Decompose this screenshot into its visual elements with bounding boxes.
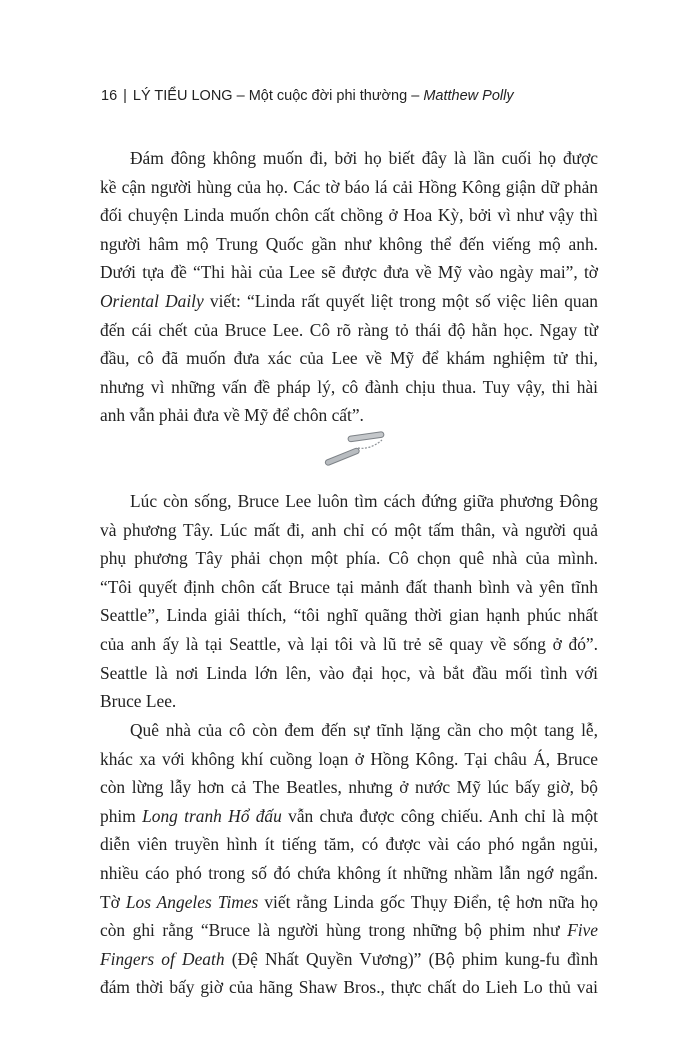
text-line: khác xa với không khí cuồng loạn ở Hồng Kông. Tại châu Á, Bruce bbox=[100, 748, 598, 769]
text-line: người hâm mộ Trung Quốc gần như không thể đến viếng mộ anh. bbox=[100, 233, 598, 254]
text-line: đầu, cô đã muốn đưa xác của Lee về Mỹ để khám nghiệm tử thi, bbox=[100, 348, 598, 369]
text-line: nhưng vì những vấn đề pháp lý, cô đành chịu thua. Tuy vậy, thi hài bbox=[100, 376, 598, 397]
text-line: phụ phương Tây phải chọn một phía. Cô chọn quê nhà của mình. bbox=[100, 548, 598, 569]
paragraph-3 bbox=[100, 716, 598, 1002]
text-line: “Tôi quyết định chôn cất Bruce tại mảnh đất thanh bình và yên tĩnh bbox=[100, 576, 598, 597]
text-line: của anh ấy là tại Seattle, và lại tôi và lũ trẻ sẽ quay về sống ở đó”. bbox=[100, 633, 598, 654]
text-line: anh vẫn phải đưa về Mỹ để chôn cất”. bbox=[100, 405, 364, 426]
paragraph-1 bbox=[100, 144, 598, 430]
text-line: Dưới tựa đề “Thi hài của Lee sẽ được đưa về Mỹ vào ngày mai”, tờ bbox=[100, 262, 598, 283]
paragraph-2 bbox=[100, 487, 598, 716]
text-line: Seattle”, Linda giải thích, “tôi nghĩ quãng thời gian hạnh phúc nhất bbox=[100, 605, 598, 626]
running-header bbox=[101, 88, 514, 104]
text-line: Oriental Daily viết: “Linda rất quyết liệt trong một số việc liên quan bbox=[100, 290, 598, 311]
nunchaku-icon bbox=[320, 428, 396, 468]
text-line: đám thời bấy giờ của hãng Shaw Bros., thực chất do Lieh Lo thủ vai bbox=[100, 977, 598, 998]
book-title: LÝ TIỂU LONG – Một cuộc đời phi thường – bbox=[132, 88, 420, 104]
text-line: còn ghi rằng “Bruce là người hùng trong những bộ phim như Five bbox=[100, 920, 598, 941]
text-line: Đám đông không muốn đi, bởi họ biết đây là lần cuối họ được bbox=[130, 148, 598, 168]
header-separator: | bbox=[123, 88, 127, 104]
text-line: diễn viên truyền hình ít tiếng tăm, có được vài cáo phó ngắn ngủi, bbox=[100, 834, 598, 855]
page-number: 16 bbox=[101, 88, 118, 104]
text-line: còn lừng lẫy hơn cả The Beatles, nhưng ở nước Mỹ lúc bấy giờ, bộ bbox=[100, 777, 598, 798]
text-line: và phương Tây. Lúc mất đi, anh chỉ có một tấm thân, và người quả bbox=[100, 519, 598, 540]
text-line: đối chuyện Linda muốn chôn cất chồng ở Hoa Kỳ, bởi vì như vậy thì bbox=[100, 205, 598, 226]
text-line: đến cái chết của Bruce Lee. Cô rõ ràng tỏ thái độ hằn học. Ngay từ bbox=[100, 319, 598, 340]
text-line: Quê nhà của cô còn đem đến sự tĩnh lặng cần cho một tang lễ, bbox=[130, 720, 598, 740]
text-line: Seattle là nơi Linda lớn lên, vào đại học, và bắt đầu mối tình với bbox=[100, 662, 598, 683]
text-line: phim Long tranh Hổ đấu vẫn chưa được công chiếu. Anh chỉ là một bbox=[100, 805, 598, 826]
text-line: Bruce Lee. bbox=[100, 691, 177, 712]
text-line: Fingers of Death (Đệ Nhất Quyền Vương)” (Bộ phim kung-fu đình bbox=[100, 948, 598, 969]
book-author: Matthew Polly bbox=[423, 88, 514, 104]
text-line: Lúc còn sống, Bruce Lee luôn tìm cách đứng giữa phương Đông bbox=[130, 491, 598, 511]
text-line: nhiều cáo phó trong số đó chứa không ít những nhầm lẫn ngớ ngẩn. bbox=[100, 862, 598, 883]
text-line: Tờ Los Angeles Times viết rằng Linda gốc Thụy Điển, tệ hơn nữa họ bbox=[100, 891, 599, 912]
text-line: kề cận người hùng của họ. Các tờ báo lá cải Hồng Kông giận dữ phản bbox=[100, 176, 598, 197]
